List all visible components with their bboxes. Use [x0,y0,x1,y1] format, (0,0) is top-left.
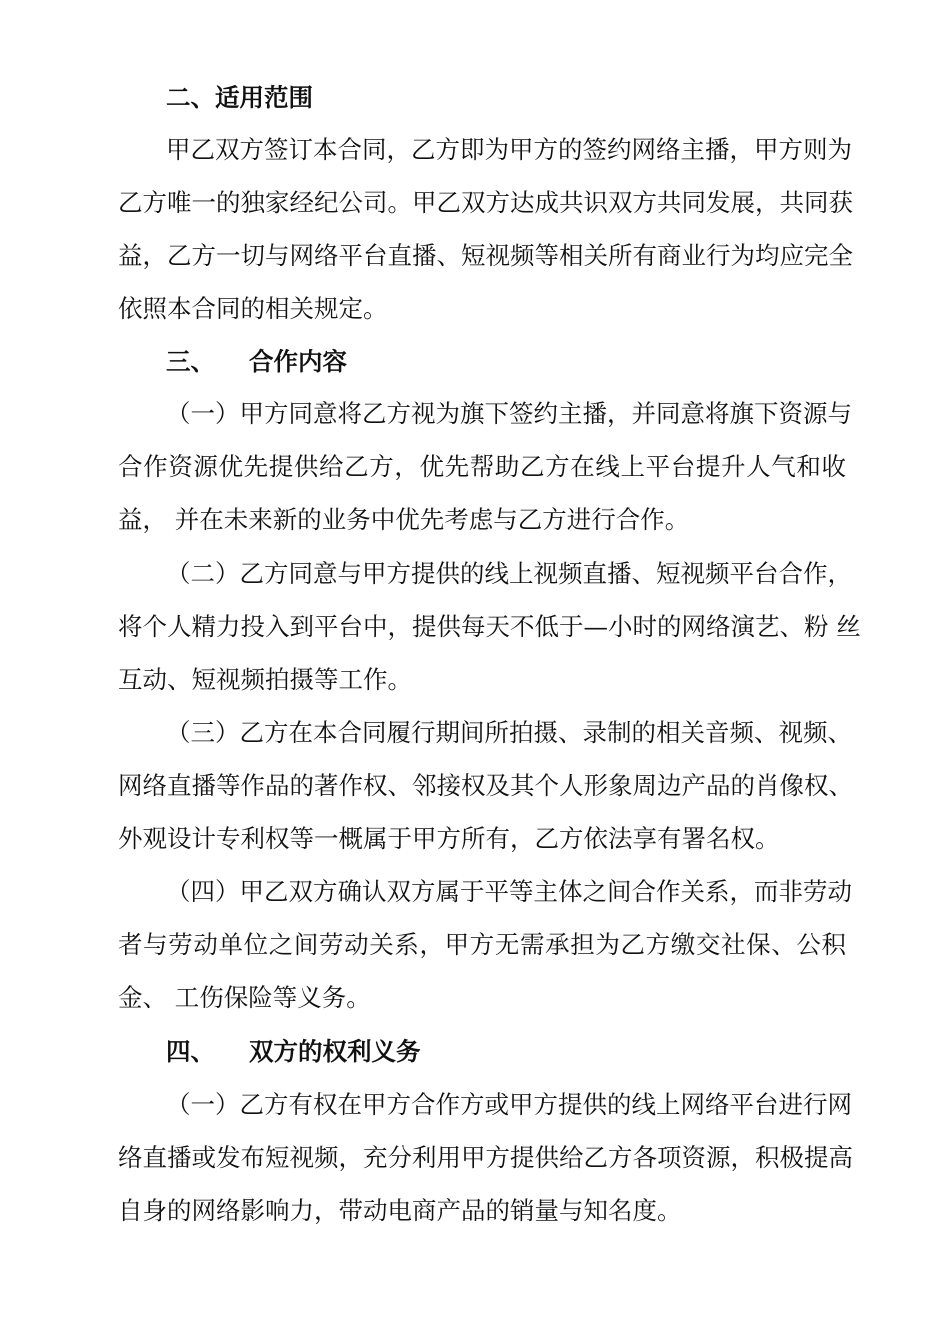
paragraph-line: 乙方唯一的独家经纪公司。甲乙双方达成共识双方共同发展，共同获 [118,188,853,217]
paragraph-line: （二）乙方同意与甲方提供的线上视频直播、短视频平台合作， [166,559,852,588]
section-title: 双方的权利义务 [249,1037,421,1066]
paragraph-line: （三）乙方在本合同履行期间所拍摄、录制的相关音频、视频、 [166,718,852,747]
paragraph-line: 络直播或发布短视频，充分利用甲方提供给乙方各项资源，积极提高 [118,1143,853,1172]
paragraph-line: 金、 工伤保险等义务。 [118,983,371,1012]
section-number: 四、 [166,1037,215,1066]
paragraph-line: 益， 并在未来新的业务中优先考虑与乙方进行合作。 [118,505,690,534]
paragraph-line: 网络直播等作品的著作权、邻接权及其个人形象周边产品的肖像权、 [118,771,853,800]
paragraph-line: 甲乙双方签订本合同，乙方即为甲方的签约网络主播，甲方则为 [166,135,852,164]
paragraph-line: 者与劳动单位之间劳动关系，甲方无需承担为乙方缴交社保、公积 [118,930,846,959]
section-number: 二、 [166,83,215,112]
section-heading-cooperation [166,346,846,378]
section-title: 适用范围 [215,83,313,112]
section-heading-scope [166,82,846,114]
paragraph-line: 互动、短视频拍摄等工作。 [118,665,412,694]
paragraph-line: 自身的网络影响力，带动电商产品的销量与知名度。 [118,1196,682,1225]
paragraph-line: （一）甲方同意将乙方视为旗下签约主播，并同意将旗下资源与 [166,399,852,428]
paragraph-line: 将个人精力投入到平台中，提供每天不低于—小时的网络演艺、粉 丝 [118,612,861,641]
section-title: 合作内容 [249,347,347,376]
paragraph-line: 益，乙方一切与网络平台直播、短视频等相关所有商业行为均应完全 [118,241,853,270]
paragraph-line: 外观设计专利权等一概属于甲方所有，乙方依法享有署名权。 [118,824,780,853]
paragraph-line: （一）乙方有权在甲方合作方或甲方提供的线上网络平台进行网 [166,1090,852,1119]
paragraph-line: 合作资源优先提供给乙方，优先帮助乙方在线上平台提升人气和收 [118,452,846,481]
section-number: 三、 [166,347,215,376]
paragraph-line: 依照本合同的相关规定。 [118,294,388,323]
section-heading-rights [166,1036,846,1068]
paragraph-line: （四）甲乙双方确认双方属于平等主体之间合作关系，而非劳动 [166,877,852,906]
